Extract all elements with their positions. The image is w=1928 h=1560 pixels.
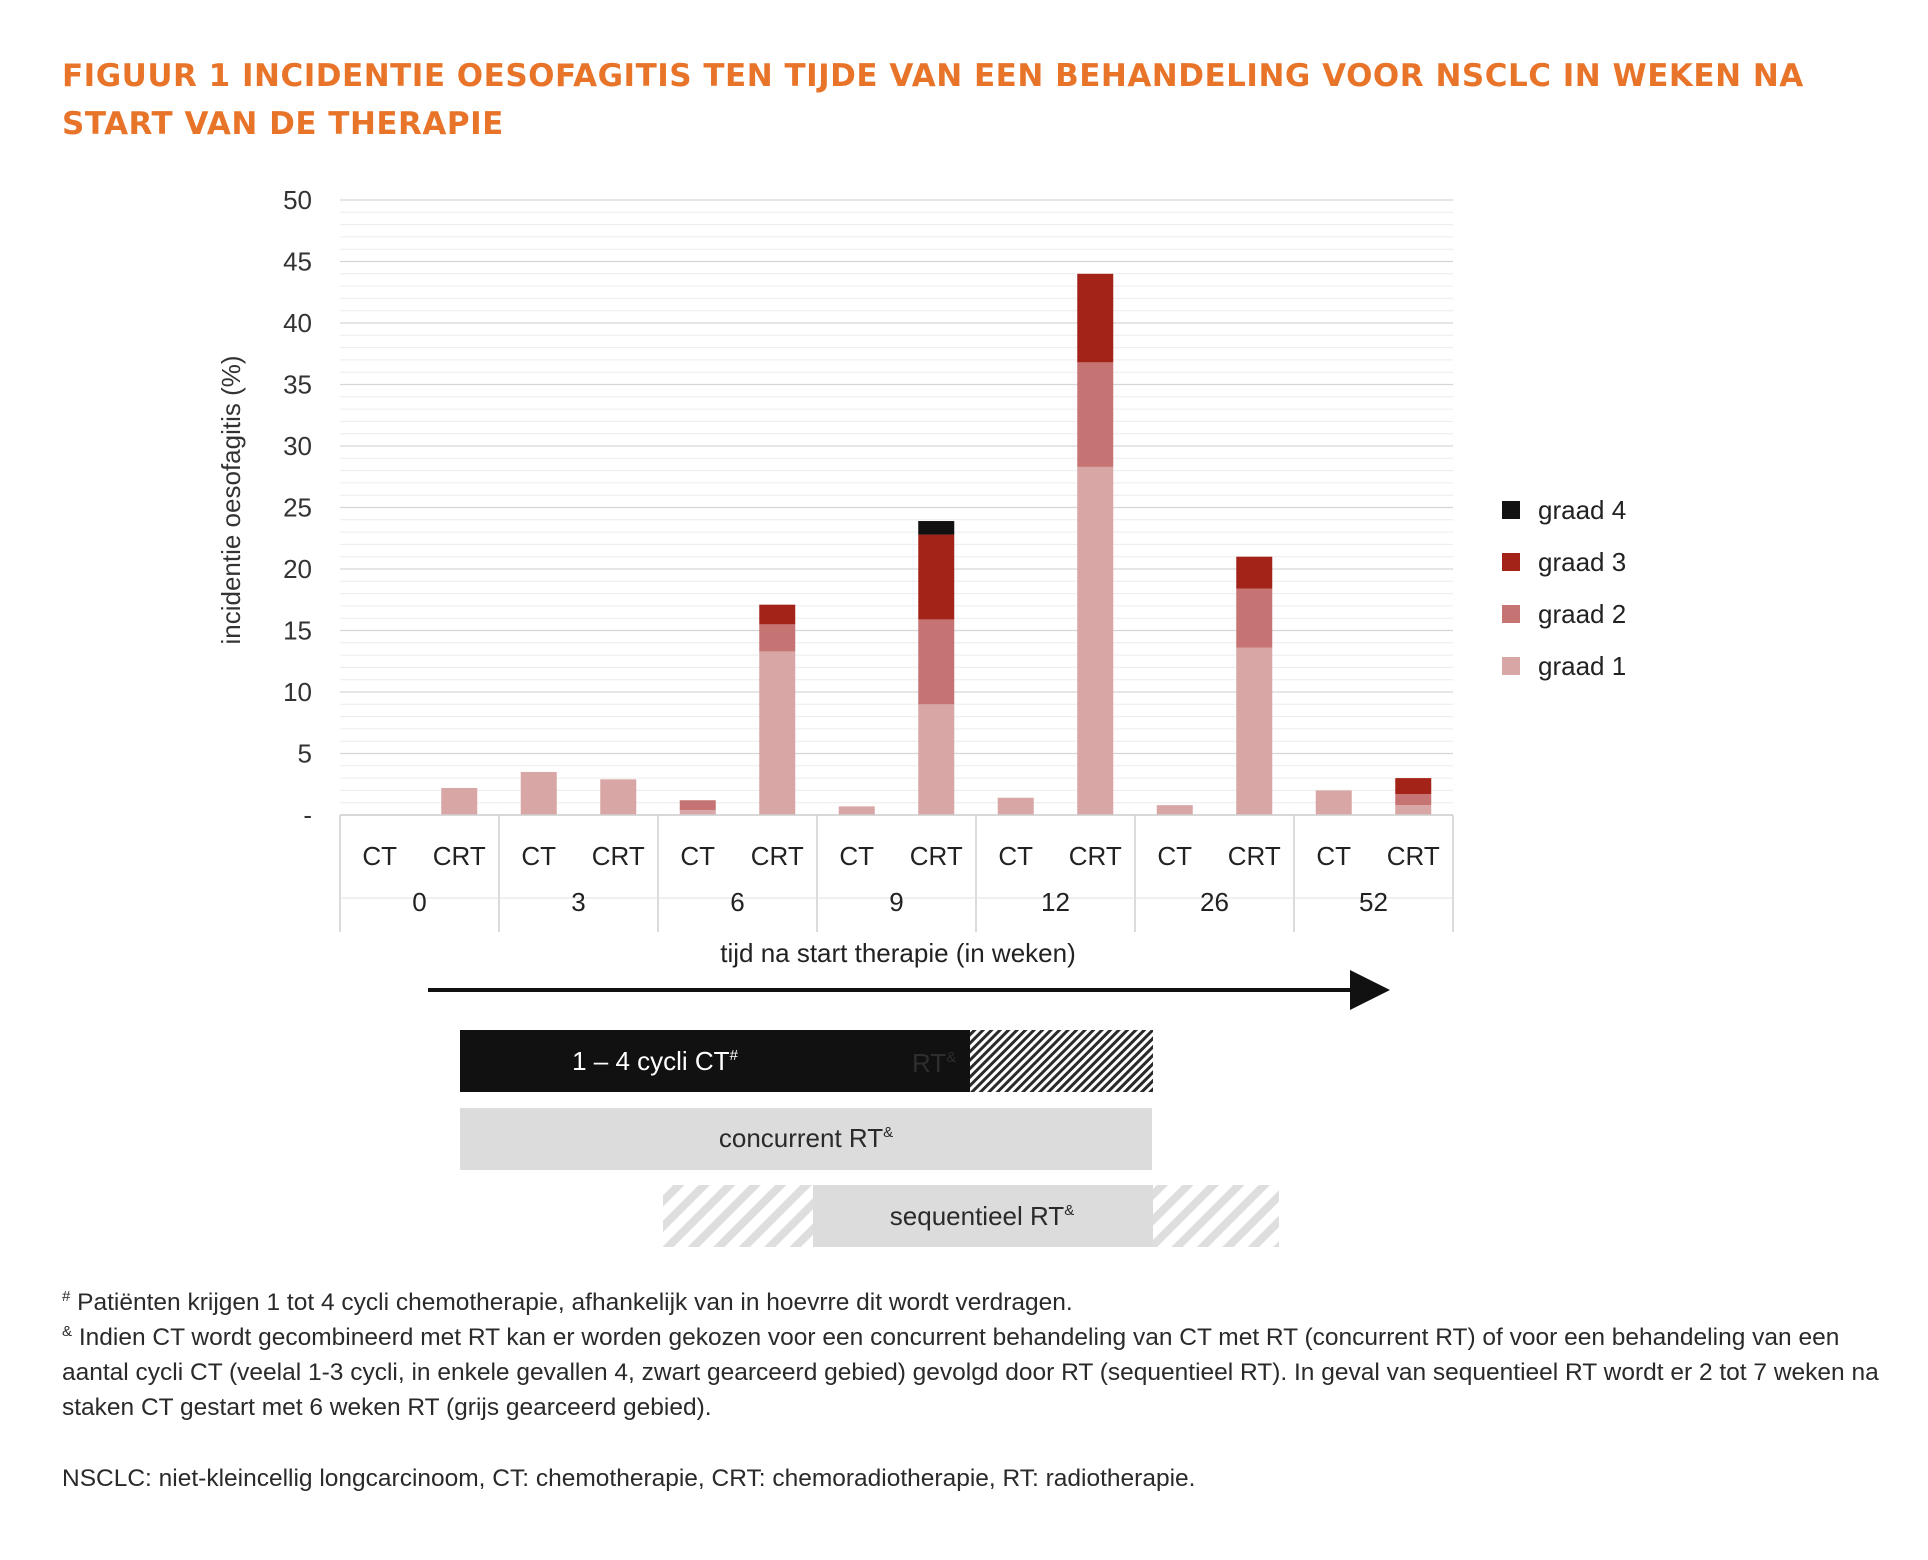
abbreviations: NSCLC: niet-kleincellig longcarcinoom, CT: chemotherapie, CRT: chemoradiotherapie, RT: radiotherapie.: [62, 1465, 1196, 1492]
concurrent-rt-label: concurrent RT: [718, 1123, 884, 1153]
x-group-label: 52: [1359, 887, 1388, 917]
x-sub-label: CT: [839, 841, 875, 871]
bar-segment-graad-3: [918, 535, 954, 620]
bar-segment-graad-1: [521, 772, 557, 815]
footnote-2: [62, 1320, 1882, 1425]
legend-swatch-graad-1: [1502, 657, 1520, 675]
sequential-rt-label: sequentieel RT: [889, 1201, 1065, 1231]
bar-segment-graad-4: [918, 521, 954, 535]
ct-bar-hatch-sup: &: [946, 1049, 957, 1066]
legend: [1502, 495, 1626, 681]
ct-bar-sup: #: [729, 1047, 738, 1064]
bar-segment-graad-2: [680, 800, 716, 810]
x-sub-label: CRT: [1068, 841, 1122, 871]
ct-bar-hatch-label: RT: [912, 1048, 947, 1078]
bar-segment-graad-3: [1077, 274, 1113, 363]
x-sub-label: CRT: [1227, 841, 1281, 871]
x-sub-label: CT: [998, 841, 1034, 871]
bar-segment-graad-2: [918, 619, 954, 704]
x-sub-label: CRT: [432, 841, 486, 871]
y-tick-label: 20: [283, 554, 312, 584]
x-group-label: 9: [889, 887, 904, 917]
legend-label: graad 1: [1538, 651, 1627, 681]
y-axis-ticks: [283, 185, 312, 830]
svg-text:concurrent RT&: [719, 1123, 893, 1153]
sequential-rt-hatch-left: [663, 1185, 813, 1247]
y-axis-label: incidentie oesofagitis (%): [216, 355, 246, 645]
bar-segment-graad-1: [1236, 648, 1272, 815]
bar-segment-graad-3: [759, 605, 795, 625]
bar-segment-graad-3: [1395, 778, 1431, 794]
sequential-rt-sup: &: [1064, 1202, 1075, 1219]
gridlines: [340, 200, 1453, 815]
bar-segment-graad-1: [441, 788, 477, 815]
legend-label: graad 4: [1538, 495, 1627, 525]
x-group-label: 12: [1041, 887, 1070, 917]
legend-swatch-graad-4: [1502, 501, 1520, 519]
legend-swatch-graad-3: [1502, 553, 1520, 571]
ct-bar-hatched: [970, 1030, 1153, 1092]
ct-bar-label: 1 – 4 cycli CT: [572, 1046, 730, 1076]
y-tick-label: 30: [283, 431, 312, 461]
legend-label: graad 3: [1538, 547, 1627, 577]
figure-title: FIGUUR 1 INCIDENTIE OESOFAGITIS TEN TIJDE VAN EEN BEHANDELING VOOR NSCLC IN WEKEN NA START VAN DE THERAPIE: [62, 58, 1804, 142]
bar-segment-graad-1: [1077, 467, 1113, 815]
footnote-1-mark: #: [62, 1288, 71, 1305]
legend-label: graad 2: [1538, 599, 1627, 629]
footnote-2-mark: &: [62, 1323, 73, 1340]
legend-swatch-graad-2: [1502, 605, 1520, 623]
bar-segment-graad-1: [1157, 805, 1193, 815]
bar-segment-graad-2: [759, 624, 795, 651]
y-tick-label: 25: [283, 492, 312, 523]
sequential-rt-hatch-right: [1153, 1185, 1279, 1247]
y-tick-label: 15: [283, 615, 312, 646]
bar-segment-graad-1: [998, 798, 1034, 815]
x-sub-label: CT: [680, 841, 716, 871]
ct-cycles-bar: [460, 1030, 1153, 1092]
y-tick-label: 40: [283, 308, 312, 338]
footnote-1-text: Patiënten krijgen 1 tot 4 cycli chemotherapie, afhankelijk van in hoevrre dit wordt verdragen.: [70, 1289, 1073, 1316]
x-sub-label: CRT: [909, 841, 963, 871]
bar-segment-graad-1: [1395, 805, 1431, 815]
svg-text:1 – 4 cycli CT#: [572, 1046, 739, 1076]
x-sub-label: CT: [362, 841, 398, 871]
bar-segment-graad-1: [600, 779, 636, 815]
bar-segment-graad-1: [839, 806, 875, 815]
x-group-label: 0: [412, 887, 427, 917]
x-sub-label: CT: [1316, 841, 1352, 871]
footnote-2-text: Indien CT wordt gecombineerd met RT kan er worden gekozen voor een concurrent behandeling van CT met RT (concurrent RT) of voor een behandeling van een aantal cycli CT (veelal 1-3 cycli, in enkele gevallen 4, zwart gearceerd gebied) gevolgd door RT (sequentieel RT). In geval van sequentieel RT wordt er 2 tot 7 weken na staken CT gestart met 6 weken RT (grijs gearceerd gebied).: [62, 1324, 1879, 1421]
y-tick-label: 10: [283, 677, 312, 707]
bar-segment-graad-2: [1077, 362, 1113, 467]
y-tick-label: 50: [283, 185, 312, 215]
x-sub-label: CT: [521, 841, 557, 871]
x-axis-table: [340, 815, 1453, 932]
y-tick-label: 5: [297, 738, 312, 769]
y-tick-label: -: [303, 800, 312, 830]
bar-segment-graad-1: [759, 651, 795, 815]
x-group-label: 26: [1200, 887, 1229, 917]
bar-segment-graad-1: [1316, 790, 1352, 815]
x-group-label: 3: [571, 887, 586, 917]
bar-segment-graad-2: [1395, 794, 1431, 805]
footnote-1: [62, 1285, 1882, 1320]
x-axis-label: tijd na start therapie (in weken): [720, 938, 1076, 968]
x-sub-label: CT: [1157, 841, 1193, 871]
concurrent-rt-sup: &: [883, 1124, 894, 1141]
x-sub-label: CRT: [591, 841, 645, 871]
svg-text:sequentieel RT&: [890, 1201, 1074, 1231]
x-sub-label: CRT: [1386, 841, 1440, 871]
y-tick-label: 45: [283, 246, 312, 277]
footnotes: [62, 1285, 1882, 1496]
bar-segment-graad-1: [918, 704, 954, 815]
bar-segment-graad-3: [1236, 557, 1272, 589]
sequential-rt-bar: [663, 1185, 1279, 1247]
x-sub-label: CRT: [750, 841, 804, 871]
x-group-label: 6: [730, 887, 745, 917]
y-tick-label: 35: [283, 369, 312, 400]
bar-segment-graad-2: [1236, 589, 1272, 648]
concurrent-rt-bar: [460, 1108, 1152, 1170]
